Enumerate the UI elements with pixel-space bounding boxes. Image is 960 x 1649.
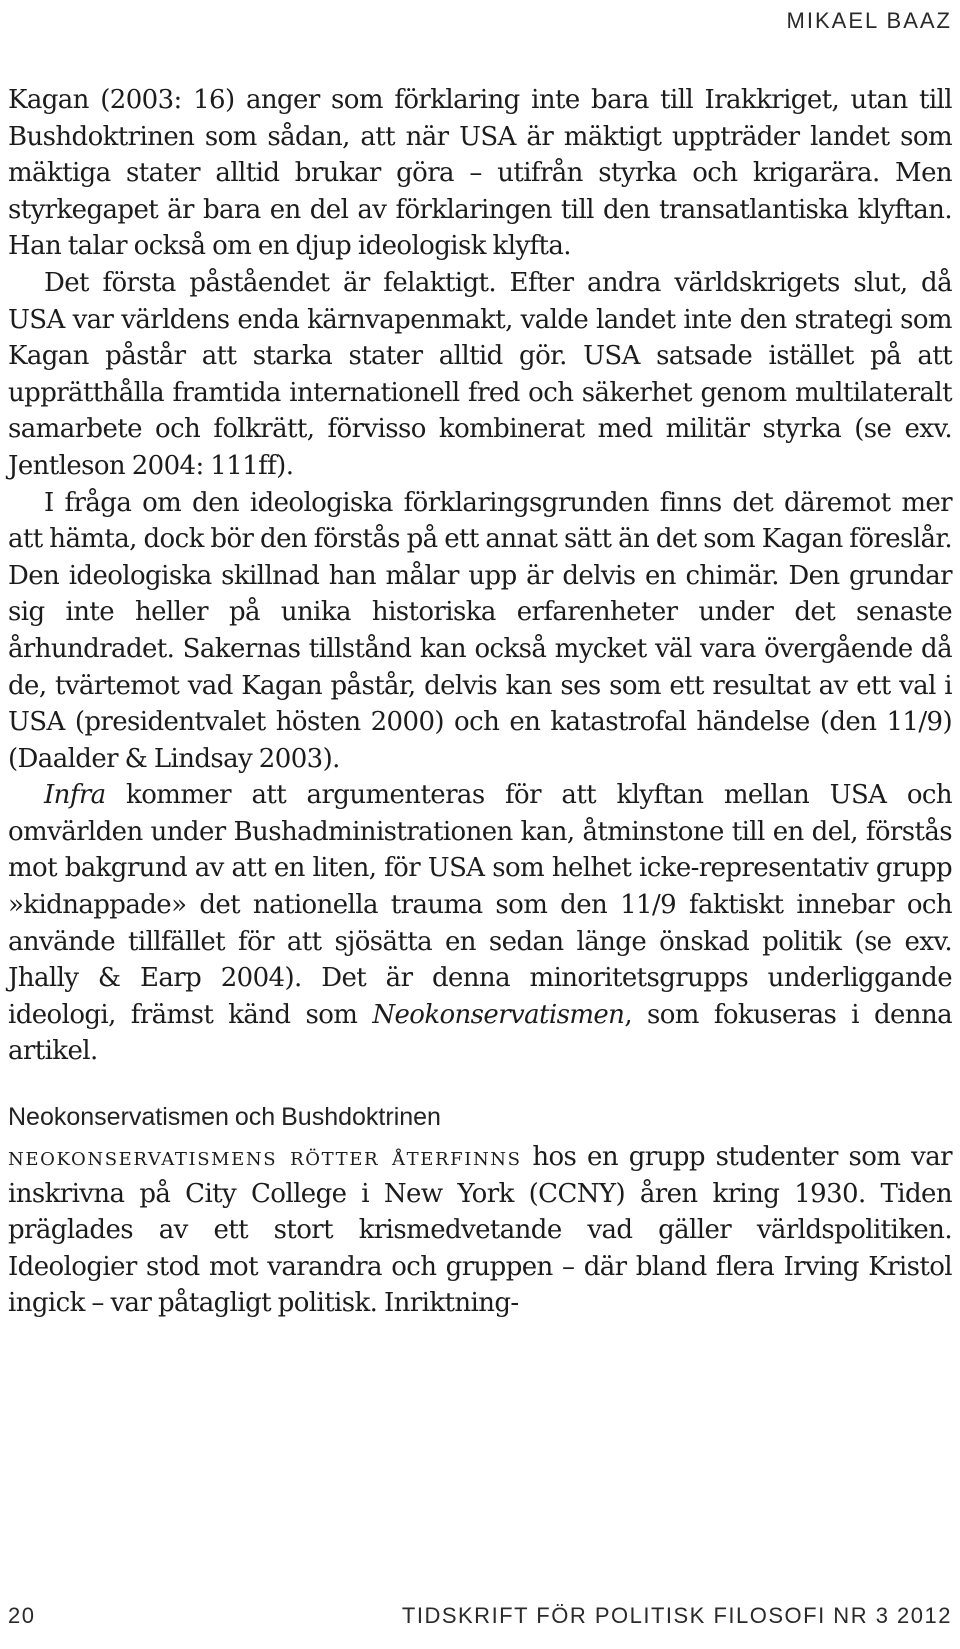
- article-body: [8, 82, 952, 1322]
- section-paragraph-text: hos en grupp studenter som var inskrivna på City College i New York (CCNY) åren kring 1930. Tiden präglades av ett stort krismedvetande vad gäller världspolitiken. Ideologier stod mot varandra och gruppen – där bland flera Irving Kristol ingick – var påtagligt politisk. Inriktning-: [8, 1142, 952, 1319]
- page-number: 20: [8, 1603, 36, 1628]
- italic-term-infra: Infra: [44, 780, 106, 811]
- paragraph-4: [8, 777, 952, 1070]
- section-paragraph: [8, 1139, 952, 1322]
- paragraph-2: Det första påståendet är felaktigt. Efter andra världskrigets slut, då USA var världens enda kärnvapenmakt, valde landet inte den strategi som Kagan påstår att starka stater alltid gör. USA satsade istället på att upprätthålla framtida internationell fred och säkerhet genom multilateralt samarbete och folkrätt, förvisso kombinerat med militär styrka (se exv. Jentleson 2004: 111ff).: [8, 267, 952, 481]
- italic-term-neokonservatismen: Neokonservatismen: [372, 999, 625, 1030]
- paragraph-4-end: , som fokuseras i denna artikel.: [8, 999, 952, 1067]
- paragraph-1: Kagan (2003: 16) anger som förklaring inte bara till Irakkriget, utan till Bushdoktrinen som sådan, att när USA är mäktigt uppträder landet som mäktiga stater alltid brukar göra – utifrån styrka och krigarära. Men styrkegapet är bara en del av förklaringen till den transatlantiska klyftan. Han talar också om en djup ideologisk klyfta.: [8, 85, 952, 262]
- journal-title: TIDSKRIFT FÖR POLITISK FILOSOFI NR 3 2012: [401, 1603, 952, 1628]
- paragraph-3: I fråga om den ideologiska förklaringsgrunden finns det däremot mer att hämta, dock bör den förstås på ett annat sätt än det som Kagan föreslår. Den ideologiska skillnad han målar upp är delvis en chimär. Den grundar sig inte heller på unika historiska erfarenheter under det senaste århundradet. Sakernas tillstånd kan också mycket väl vara övergående då de, tvärtemot vad Kagan påstår, delvis kan ses som ett resultat av ett val i USA (presidentvalet hösten 2000) och en katastrofal händelse (den 11/9) (Daalder & Lindsay 2003).: [8, 487, 952, 774]
- page-footer: [8, 1603, 952, 1629]
- section-heading: Neokonservatismen och Bushdoktrinen: [8, 1103, 441, 1132]
- paragraph-4-text: kommer att argumenteras för att klyftan mellan USA och omvärlden under Bushadministrationen kan, åtminstone till en del, förstås mot bakgrund av att en liten, för USA som helhet icke-representativ grupp »kidnappade» det nationella trauma som den 11/9 faktiskt innebar och använde tillfället för att sjösätta en sedan länge önskad politik (se exv. Jhally & Earp 2004). Det är denna minoritetsgrupps underliggande ideologi, främst känd som: [8, 780, 952, 1030]
- section-lead-smallcaps: neokonservatismens rötter återfinns: [8, 1142, 522, 1173]
- running-head: MIKAEL BAAZ: [786, 8, 952, 33]
